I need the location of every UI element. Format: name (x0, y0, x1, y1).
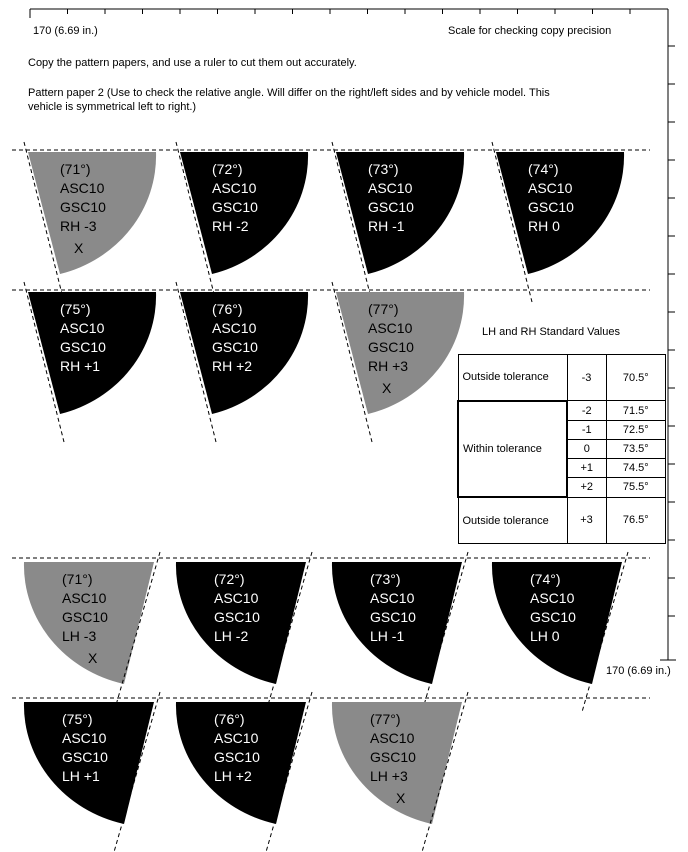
piece-code: LH 0 (530, 628, 560, 644)
piece-l2: GSC10 (370, 749, 416, 765)
tolerance-label: Outside tolerance (458, 497, 567, 544)
value-cell: 73.5° (606, 439, 666, 458)
value-cell: 74.5° (606, 459, 666, 478)
piece-code: RH -1 (368, 218, 405, 234)
tolerance-label: Within tolerance (458, 401, 567, 497)
piece-angle: (71°) (62, 571, 93, 587)
piece-l1: ASC10 (368, 180, 413, 196)
offset-cell: -3 (567, 355, 606, 401)
piece-l2: GSC10 (214, 609, 260, 625)
piece-l1: ASC10 (214, 590, 259, 606)
piece-l1: ASC10 (212, 320, 257, 336)
piece-l1: ASC10 (212, 180, 257, 196)
instruction-copy: Copy the pattern papers, and use a ruler to cut them out accurately. (28, 57, 357, 69)
piece-l2: GSC10 (530, 609, 576, 625)
value-cell: 76.5° (606, 497, 666, 544)
piece-angle: (73°) (368, 161, 399, 177)
piece-l1: ASC10 (62, 730, 107, 746)
piece-angle: (75°) (60, 301, 91, 317)
piece-l2: GSC10 (368, 339, 414, 355)
piece-l1: ASC10 (528, 180, 573, 196)
piece-angle: (73°) (370, 571, 401, 587)
piece-l2: GSC10 (62, 609, 108, 625)
piece-code: LH -2 (214, 628, 249, 644)
piece-angle: (76°) (212, 301, 243, 317)
value-cell: 71.5° (606, 401, 666, 420)
offset-cell: -2 (567, 401, 606, 420)
piece-code: RH +1 (60, 358, 101, 374)
piece-mark: X (74, 240, 84, 256)
piece-code: LH -1 (370, 628, 405, 644)
pattern-piece-label (368, 160, 414, 236)
table-row (458, 355, 666, 401)
piece-l1: ASC10 (370, 730, 415, 746)
piece-angle: (76°) (214, 711, 245, 727)
piece-angle: (74°) (530, 571, 561, 587)
piece-angle: (72°) (212, 161, 243, 177)
piece-l2: GSC10 (60, 339, 106, 355)
piece-l1: ASC10 (60, 180, 105, 196)
piece-code: LH +3 (370, 768, 408, 784)
piece-l1: ASC10 (214, 730, 259, 746)
offset-cell: +2 (567, 478, 606, 497)
piece-code: LH +1 (62, 768, 100, 784)
piece-code: RH -3 (60, 218, 97, 234)
piece-mark: X (88, 650, 98, 666)
piece-mark: X (396, 790, 406, 806)
piece-angle: (72°) (214, 571, 245, 587)
piece-mark: X (382, 380, 392, 396)
piece-l2: GSC10 (368, 199, 414, 215)
piece-angle: (71°) (60, 161, 91, 177)
scale-side-label: 170 (6.69 in.) (606, 665, 671, 677)
piece-l1: ASC10 (62, 590, 107, 606)
pattern-piece-label (214, 710, 260, 786)
piece-l2: GSC10 (214, 749, 260, 765)
pattern-piece-label (214, 570, 260, 646)
piece-l1: ASC10 (368, 320, 413, 336)
piece-code: LH -3 (62, 628, 97, 644)
offset-cell: +1 (567, 459, 606, 478)
piece-code: RH -2 (212, 218, 249, 234)
offset-cell: 0 (567, 439, 606, 458)
tolerance-label: Outside tolerance (458, 355, 567, 401)
piece-l2: GSC10 (62, 749, 108, 765)
table-row (458, 401, 666, 420)
scale-title: Scale for checking copy precision (448, 25, 612, 37)
piece-l1: ASC10 (60, 320, 105, 336)
pattern-piece-label (62, 710, 108, 786)
piece-angle: (77°) (370, 711, 401, 727)
piece-code: LH +2 (214, 768, 252, 784)
piece-l1: ASC10 (370, 590, 415, 606)
pattern-piece-label (60, 300, 106, 376)
value-cell: 75.5° (606, 478, 666, 497)
standard-table-title: LH and RH Standard Values (482, 326, 620, 338)
piece-angle: (75°) (62, 711, 93, 727)
piece-angle: (77°) (368, 301, 399, 317)
offset-cell: -1 (567, 420, 606, 439)
instruction-pattern-2: vehicle is symmetrical left to right.) (28, 101, 197, 113)
standard-values-table (457, 354, 666, 544)
piece-l2: GSC10 (370, 609, 416, 625)
pattern-piece-label (212, 300, 258, 376)
piece-l2: GSC10 (60, 199, 106, 215)
table-row (458, 497, 666, 544)
instruction-pattern-1: Pattern paper 2 (Use to check the relative angle. Will differ on the right/left sides and by vehicle model. This (28, 87, 550, 99)
pattern-piece-label (370, 710, 416, 786)
piece-l2: GSC10 (212, 199, 258, 215)
piece-code: RH +2 (212, 358, 253, 374)
value-cell: 72.5° (606, 420, 666, 439)
pattern-piece-label (528, 160, 574, 236)
offset-cell: +3 (567, 497, 606, 544)
piece-code: RH +3 (368, 358, 409, 374)
piece-l2: GSC10 (528, 199, 574, 215)
pattern-piece-label (212, 160, 258, 236)
piece-angle: (74°) (528, 161, 559, 177)
piece-l1: ASC10 (530, 590, 575, 606)
piece-code: RH 0 (528, 218, 560, 234)
value-cell: 70.5° (606, 355, 666, 401)
pattern-piece-label (62, 570, 108, 646)
pattern-piece-label (60, 160, 106, 236)
piece-l2: GSC10 (212, 339, 258, 355)
pattern-piece-label (530, 570, 576, 646)
scale-left-label: 170 (6.69 in.) (33, 25, 98, 37)
pattern-piece-label (368, 300, 414, 376)
pattern-piece-label (370, 570, 416, 646)
